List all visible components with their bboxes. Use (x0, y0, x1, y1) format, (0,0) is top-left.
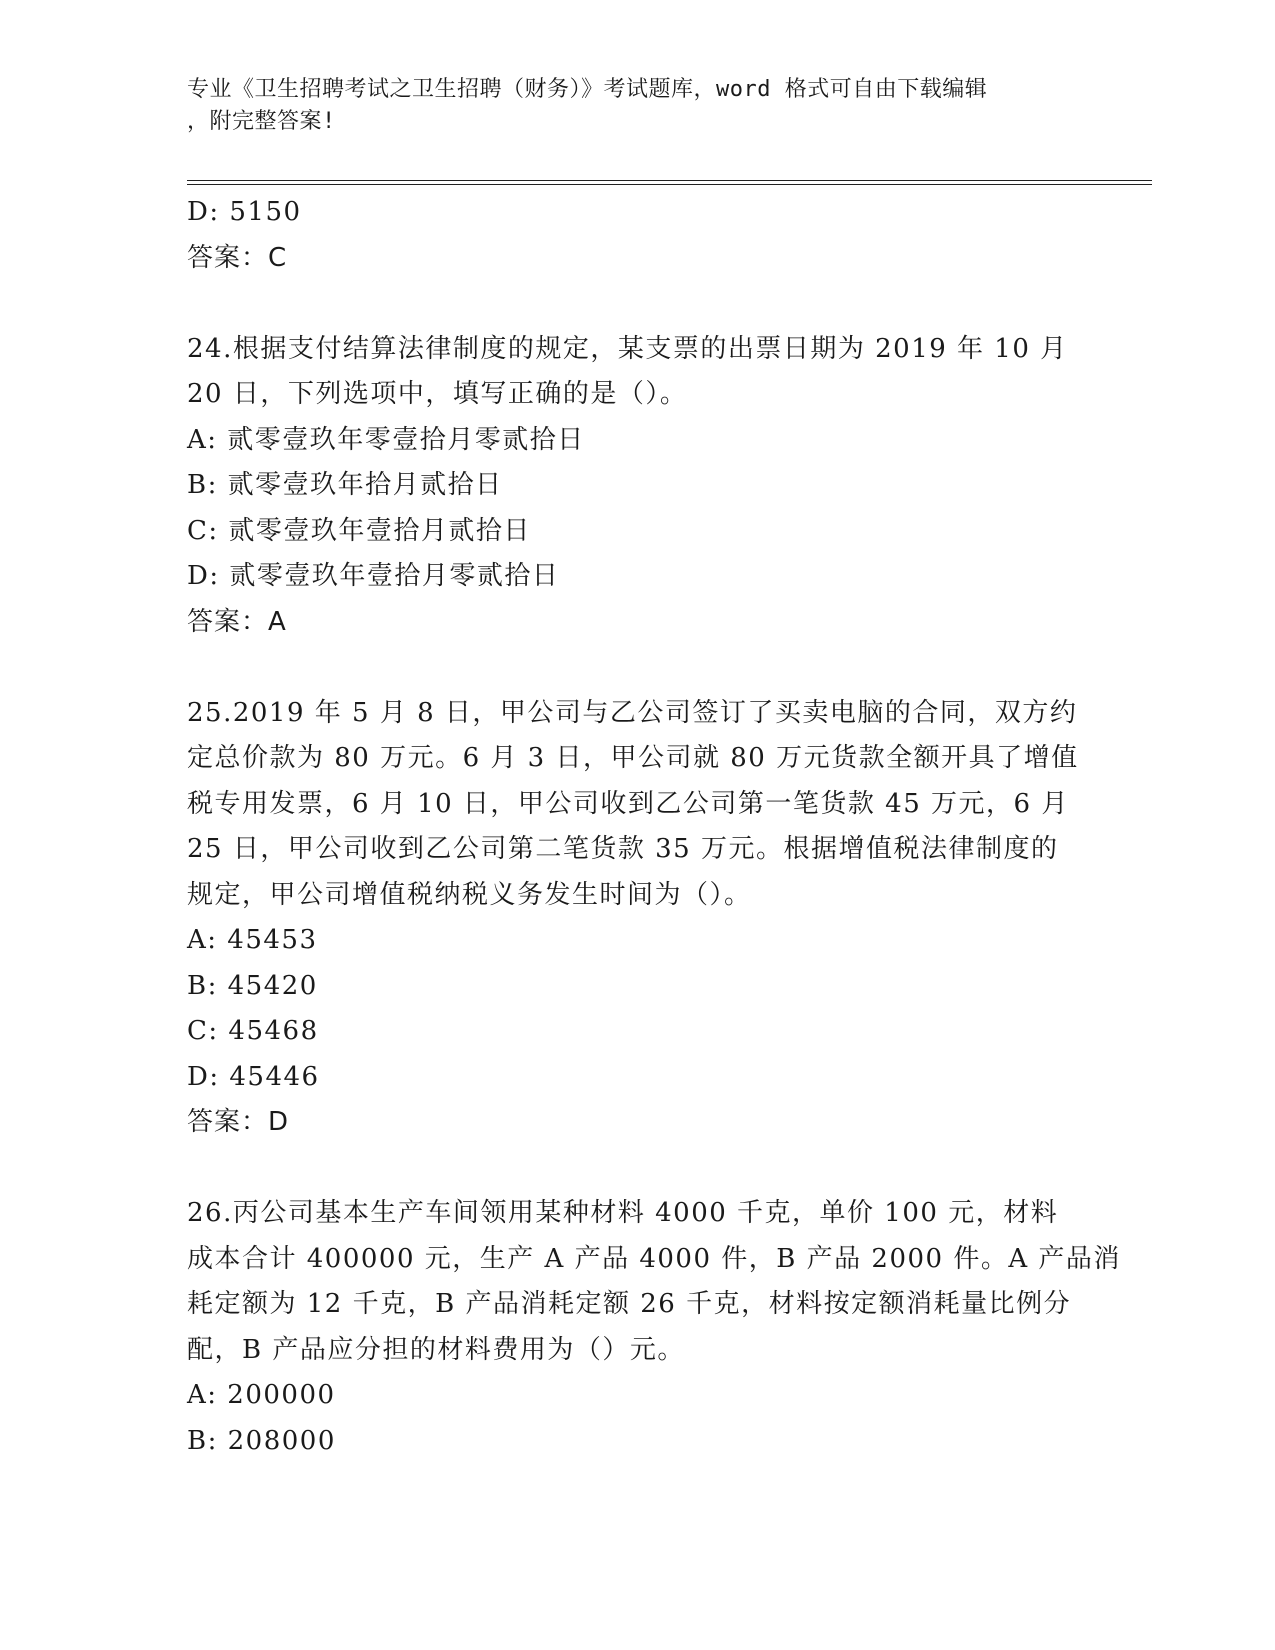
page-header (187, 74, 1087, 138)
q26-stem-line-3: 耗定额为 12 千克，B 产品消耗定额 26 千克，材料按定额消耗量比例分 (187, 1289, 1072, 1319)
q25-stem-line-4: 25 日，甲公司收到乙公司第二笔货款 35 万元。根据增值税法律制度的 (187, 834, 1059, 864)
q24-option-b: B: 贰零壹玖年拾月贰拾日 (187, 470, 503, 500)
q25-stem-line-1: 25.2019 年 5 月 8 日，甲公司与乙公司签订了买卖电脑的合同，双方约 (187, 697, 1078, 728)
q24-option-d: D: 贰零壹玖年壹拾月零贰拾日 (187, 561, 560, 591)
header-divider-top (187, 180, 1152, 181)
q26-stem-line-4: 配，B 产品应分担的材料费用为（）元。 (187, 1334, 685, 1365)
q25-answer: 答案：D (187, 1107, 290, 1137)
header-divider-bottom (187, 184, 1152, 185)
header-title-line-2: ，附完整答案! (187, 109, 336, 134)
q24-answer: 答案：A (187, 606, 287, 637)
header-title-line-1: 专业《卫生招聘考试之卫生招聘（财务）》考试题库，word 格式可自由下载编辑 (187, 77, 988, 102)
spacer (187, 281, 1087, 327)
q25-stem-line-3: 税专用发票，6 月 10 日，甲公司收到乙公司第一笔货款 45 万元，6 月 (187, 788, 1069, 819)
q24-stem-line-1: 24.根据支付结算法律制度的规定，某支票的出票日期为 2019 年 10 月 (187, 333, 1068, 364)
q25-option-b: B: 45420 (187, 970, 318, 1001)
q25-option-c: C: 45468 (187, 1016, 319, 1046)
question-25 (187, 691, 1087, 1146)
spacer (187, 1146, 1087, 1192)
prev-answer: 答案：C (187, 242, 288, 273)
q26-option-a: A: 200000 (187, 1380, 336, 1410)
prev-option-d: D: 5150 (187, 197, 302, 227)
q25-stem-line-2: 定总价款为 80 万元。6 月 3 日，甲公司就 80 万元货款全额开具了增值 (187, 743, 1079, 773)
q25-option-d: D: 45446 (187, 1061, 320, 1092)
q26-option-b: B: 208000 (187, 1425, 336, 1456)
spacer (187, 645, 1087, 691)
q24-option-c: C: 贰零壹玖年壹拾月贰拾日 (187, 515, 531, 546)
question-24 (187, 327, 1087, 646)
q25-stem-line-5: 规定，甲公司增值税纳税义务发生时间为（）。 (187, 879, 752, 910)
question-26 (187, 1191, 1121, 1464)
q24-option-a: A: 贰零壹玖年零壹拾月零贰拾日 (187, 424, 585, 455)
q26-stem-line-2: 成本合计 400000 元，生产 A 产品 4000 件，B 产品 2000 件。A 产品消 (187, 1243, 1121, 1274)
question-content (187, 190, 1121, 1464)
q25-option-a: A: 45453 (187, 925, 318, 955)
q26-stem-line-1: 26.丙公司基本生产车间领用某种材料 4000 千克，单价 100 元，材料 (187, 1198, 1059, 1228)
q24-stem-line-2: 20 日，下列选项中，填写正确的是（）。 (187, 379, 688, 409)
